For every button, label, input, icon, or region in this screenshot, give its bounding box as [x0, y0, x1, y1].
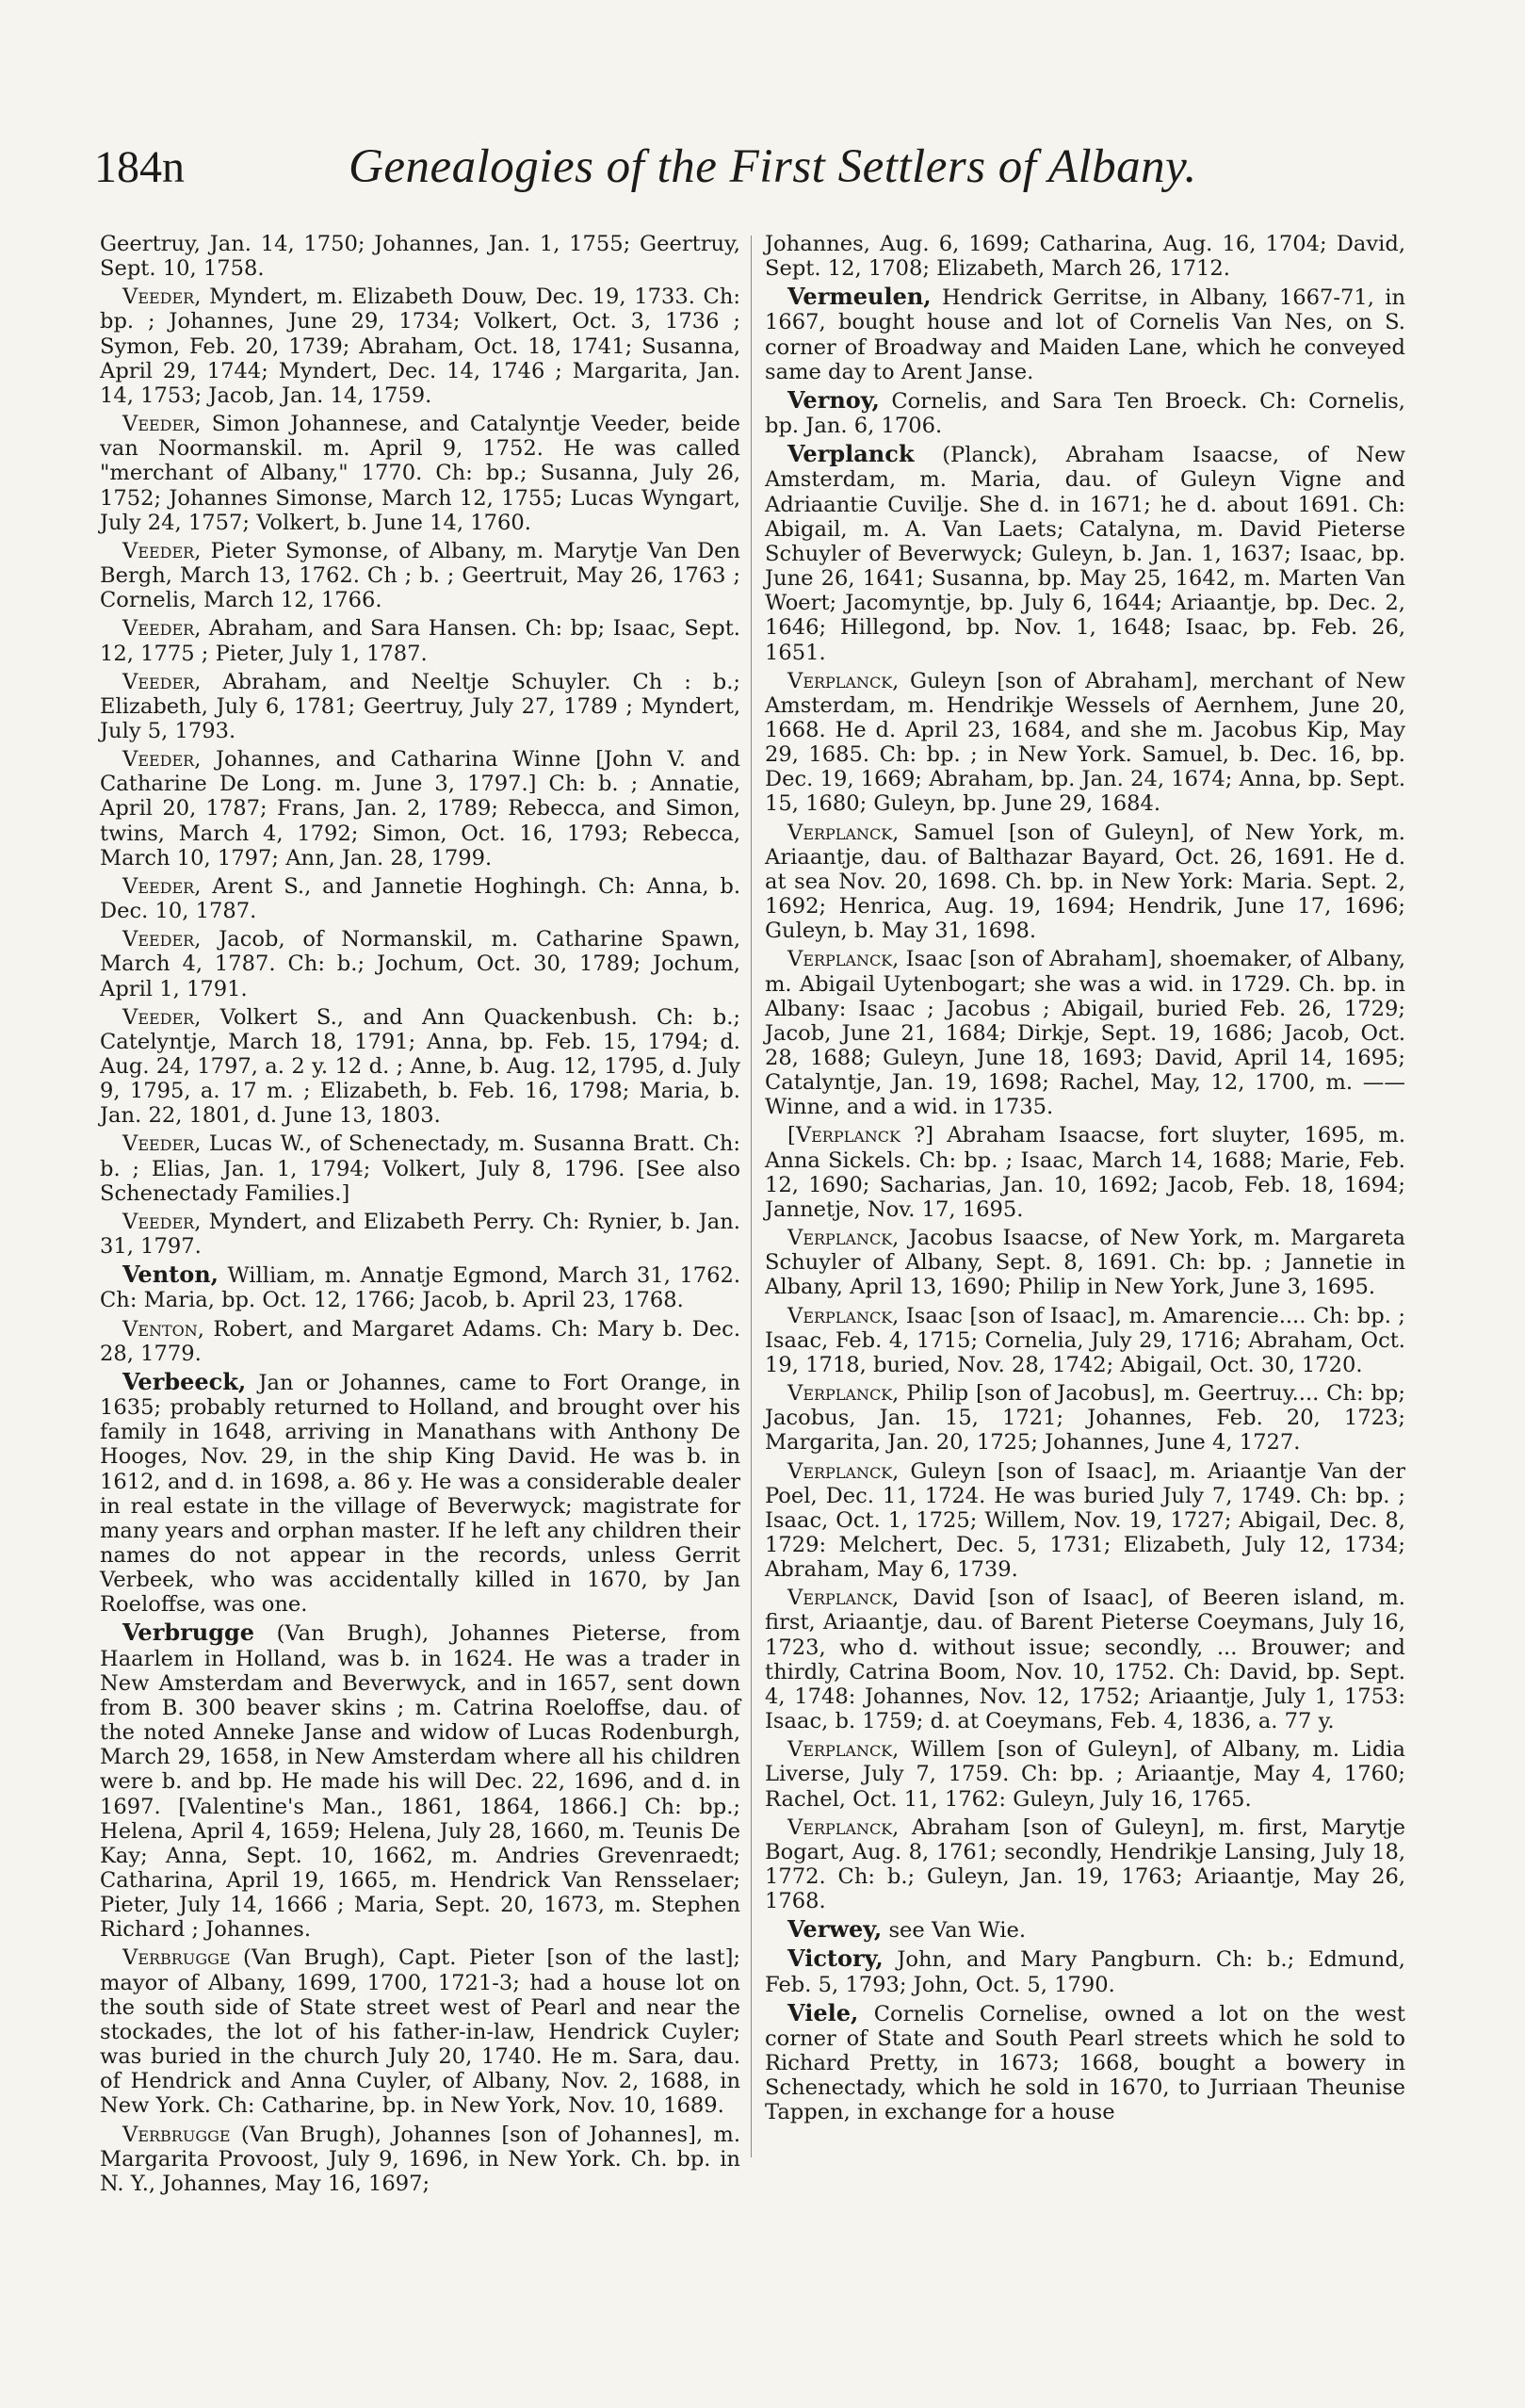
entry-surname: Verplanck,	[787, 1586, 900, 1611]
genealogy-entry	[100, 1131, 740, 1205]
entry-text: Isaac [son of Abraham], shoemaker, of Albany, m. Abigail Uytenbogart; she was a wid. in 1729. Ch. bp. in Albany: Isaac ; Jacobus ; Abigail, buried Feb. 26, 1729; Jacob, June 21, 1684; Dirkje, Sept. 19, 1686; Jacob, Oct. 28, 1688; Guleyn, June 18, 1693; David, April 14, 1695; Catalyntje, Jan. 19, 1698; Rachel, May, 12, 1700, m. —— Winne, and a wid. in 1735.	[765, 947, 1405, 1120]
entry-text: Myndert, m. Elizabeth Douw, Dec. 19, 1733. Ch: bp. ; Johannes, June 29, 1734; Volkert, Oct. 3, 1736 ; Symon, Feb. 20, 1739; Abraham, Oct. 18, 1741; Susanna, April 29, 1744; Myndert, Dec. 14, 1746 ; Margarita, Jan. 14, 1753; Jacob, Jan. 14, 1759.	[100, 285, 740, 408]
genealogy-entry	[765, 1737, 1405, 1811]
entry-text: Robert, and Margaret Adams. Ch: Mary b. Dec. 28, 1779.	[100, 1316, 740, 1366]
entry-surname: Verplanck,	[787, 668, 900, 693]
entry-surname: Verbrugge	[122, 1945, 231, 1971]
entry-text: Jan or Johannes, came to Fort Orange, in 1635; probably returned to Holland, and brought over his family in 1648, arriving in Manathans with Anthony De Hooges, Nov. 29, in the ship King David. He was b. in 1612, and d. in 1698, a. 86 y. He was a considerable dealer in real estate in the village of Beverwyck; magistrate for many years and orphan master. If he left any children their names do not appear in the records, unless Gerrit Verbeek, who was accidentally killed in 1670, by Jan Roeloffse, was one.	[100, 1370, 740, 1618]
column-divider	[751, 236, 752, 2157]
entry-text: Isaac [son of Isaac], m. Amarencie.... Ch: bp. ; Isaac, Feb. 4, 1715; Cornelia, July 29, 1716; Abraham, Oct. 19, 1718, buried, Nov. 28, 1742; Abigail, Oct. 30, 1720.	[765, 1303, 1405, 1377]
entry-text: Cornelis Cornelise, owned a lot on the west corner of State and South Pearl streets which he sold to Richard Pretty, in 1673; 1668, bought a bowery in Schenectady, which he sold in 1670, to Jurriaan Theunise Tappen, in exchange for a house	[765, 2001, 1405, 2125]
genealogy-entry	[765, 821, 1405, 944]
entry-text: Abraham, and Neeltje Schuyler. Ch : b.; Elizabeth, July 6, 1781; Geertruy, July 27, 1789 ; Myndert, July 5, 1793.	[100, 669, 740, 743]
entry-surname: Vermeulen,	[787, 283, 932, 311]
entry-surname: Verplanck,	[787, 1458, 900, 1484]
entry-surname: Verplanck,	[787, 947, 900, 972]
genealogy-entry	[765, 232, 1405, 281]
genealogy-entry	[765, 1946, 1405, 1996]
entry-text: (Van Brugh), Capt. Pieter [son of the last]; mayor of Albany, 1699, 1700, 1721-3; had a house lot on the south side of State street west of Pearl and near the stockades, the lot of his father-in-law, Hendrick Cuyler; was buried in the church July 20, 1740. He m. Sara, dau. of Hendrick and Anna Cuyler, of Albany, Nov. 2, 1688, in New York. Ch: Catharine, bp. in New York, Nov. 10, 1689.	[100, 1945, 740, 2119]
entry-surname: Veeder,	[122, 616, 202, 642]
entry-text: Arent S., and Jannetie Hoghingh. Ch: Anna, b. Dec. 10, 1787.	[100, 873, 740, 924]
entry-text: Guleyn [son of Isaac], m. Ariaantje Van der Poel, Dec. 11, 1724. He was buried July 7, 1749. Ch: bp. ; Isaac, Oct. 1, 1725; Willem, Nov. 19, 1727; Abigail, Dec. 8, 1729: Melchert, Dec. 5, 1731; Elizabeth, July 12, 1734; Abraham, May 6, 1739.	[765, 1458, 1405, 1583]
entry-text: see Van Wie.	[882, 1918, 1027, 1944]
entry-surname: Verbrugge	[122, 2122, 231, 2147]
genealogy-entry	[765, 947, 1405, 1119]
genealogy-entry	[100, 1005, 740, 1129]
entry-text: Geertruy, Jan. 14, 1750; Johannes, Jan. 1, 1755; Geertruy, Sept. 10, 1758.	[100, 232, 740, 282]
entry-text: Abraham [son of Guleyn], m. first, Marytje Bogart, Aug. 8, 1761; secondly, Hendrikje Lansing, July 18, 1772. Ch: b.; Guleyn, Jan. 19, 1763; Ariaantje, May 26, 1768.	[765, 1814, 1405, 1914]
entry-text: Myndert, and Elizabeth Perry. Ch: Rynier, b. Jan. 31, 1797.	[100, 1209, 740, 1260]
genealogy-entry	[100, 1317, 740, 1366]
entry-surname: Verplanck,	[787, 1814, 900, 1840]
genealogy-entry	[765, 1586, 1405, 1733]
entry-surname: Veeder,	[122, 1131, 202, 1157]
entry-text: (Planck), Abraham Isaacse, of New Amsterdam, m. Maria, dau. of Guleyn Vigne and Adriaantie Cuvilje. She d. in 1671; he d. about 1691. Ch: Abigail, m. A. Van Laets; Catalyna, m. David Pieterse Schuyler of Beverwyck; Guleyn, b. Jan. 1, 1637; Isaac, bp. June 26, 1641; Susanna, bp. May 25, 1642, m. Marten Van Woert; Jacomyntje, bp. July 6, 1644; Ariaantje, bp. Dec. 2, 1646; Hillegond, bp. Nov. 1, 1648; Isaac, bp. Feb. 26, 1651.	[765, 443, 1405, 665]
page-number: 184n	[94, 142, 185, 192]
entry-text: (Van Brugh), Johannes [son of Johannes], m. Margarita Provoost, July 9, 1696, in New York. Ch. bp. in N. Y., Johannes, May 16, 1697;	[100, 2122, 740, 2196]
entry-surname: Verwey,	[787, 1915, 883, 1944]
entry-text: Jacob, of Normanskil, m. Catharine Spawn, March 4, 1787. Ch: b.; Jochum, Oct. 30, 1789; Jochum, April 1, 1791.	[100, 927, 740, 1001]
entry-text: Philip [son of Jacobus], m. Geertruy.... Ch: bp; Jacobus, Jan. 15, 1721; Johannes, Feb. 20, 1723; Margarita, Jan. 20, 1725; Johannes, June 4, 1727.	[765, 1381, 1405, 1456]
genealogy-entry	[765, 1304, 1405, 1377]
entry-surname: Venton,	[122, 1261, 219, 1289]
entry-text: Abraham, and Sara Hansen. Ch: bp; Isaac, Sept. 12, 1775 ; Pieter, July 1, 1787.	[100, 616, 740, 666]
genealogy-entry	[765, 1459, 1405, 1583]
entry-text: Samuel [son of Guleyn], of New York, m. Ariaantje, dau. of Balthazar Bayard, Oct. 26, 1691. He d. at sea Nov. 20, 1698. Ch. bp. in New York: Maria. Sept. 2, 1692; Henrica, Aug. 19, 1694; Hendrik, June 17, 1696; Guleyn, b. May 31, 1698.	[765, 820, 1405, 944]
entry-text: Cornelis, and Sara Ten Broeck. Ch: Cornelis, bp. Jan. 6, 1706.	[765, 388, 1405, 439]
entry-text: Jacobus Isaacse, of New York, m. Margareta Schuyler of Albany, Sept. 8, 1691. Ch: bp. ; Jannetie in Albany, April 13, 1690; Philip in New York, June 3, 1695.	[765, 1226, 1405, 1300]
entry-text: John, and Mary Pangburn. Ch: b.; Edmund, Feb. 5, 1793; John, Oct. 5, 1790.	[765, 1947, 1405, 1997]
entry-surname: Veeder,	[122, 669, 202, 694]
genealogy-entry	[765, 442, 1405, 664]
page-header	[94, 132, 1432, 207]
genealogy-entry	[100, 232, 740, 281]
genealogy-entry	[765, 1381, 1405, 1455]
genealogy-entry	[100, 1210, 740, 1259]
entry-surname: Verplanck,	[787, 1381, 900, 1407]
entry-surname: Vernoy,	[787, 385, 880, 414]
genealogy-entry	[100, 1367, 740, 1618]
entry-text: Volkert S., and Ann Quackenbush. Ch: b.; Catelyntje, March 18, 1791; Anna, bp. Feb. 15, 1794; d. Aug. 24, 1797, a. 2 y. 12 d. ; Anne, b. Aug. 12, 1795, d. July 9, 1795, a. 17 m. ; Elizabeth, b. Feb. 16, 1798; Maria, b. Jan. 22, 1801, d. June 13, 1803.	[100, 1004, 740, 1129]
genealogy-entry	[765, 1998, 1405, 2125]
genealogy-entry	[100, 285, 740, 408]
entry-surname: Veeder,	[122, 412, 202, 437]
entry-surname: Verplanck	[787, 440, 915, 468]
entry-text: Guleyn [son of Abraham], merchant of New Amsterdam, m. Hendrikje Wessels of Aernhem, June 20, 1668. He d. April 23, 1684, and she m. Jacobus Kip, May 29, 1685. Ch: bp. ; in New York. Samuel, b. Dec. 16, bp. Dec. 19, 1669; Abraham, bp. Jan. 24, 1674; Anna, bp. Sept. 15, 1680; Guleyn, bp. June 29, 1684.	[765, 668, 1405, 817]
entry-text: William, m. Annatje Egmond, March 31, 1762. Ch: Maria, bp. Oct. 12, 1766; Jacob, b. April 23, 1768.	[100, 1263, 740, 1313]
page-title: Genealogies of the First Settlers of Albany.	[349, 140, 1197, 193]
entry-surname: Veeder,	[122, 538, 202, 563]
entry-surname: Verplanck,	[787, 820, 900, 845]
genealogy-entry	[765, 1123, 1405, 1222]
entry-text: Abraham Isaacse, fort sluyter, 1695, m. Anna Sickels. Ch: bp. ; Isaac, March 14, 1688; Marie, Feb. 12, 1690; Sacharias, Jan. 10, 1692; Jacob, Feb. 18, 1694; Jannetje, Nov. 17, 1695.	[765, 1123, 1406, 1222]
entry-text: Johannes, Aug. 6, 1699; Catharina, Aug. 16, 1704; David, Sept. 12, 1708; Elizabeth, March 26, 1712.	[765, 232, 1405, 282]
entry-surname: Victory,	[787, 1944, 884, 1973]
genealogy-entry	[765, 669, 1405, 817]
genealogy-entry	[100, 1945, 740, 2118]
genealogy-entry	[100, 927, 740, 1001]
entry-text: Hendrick Gerritse, in Albany, 1667-71, in 1667, bought house and lot of Cornelis Van Nes, on S. corner of Broadway and Maiden Lane, which he conveyed same day to Arent Janse.	[765, 285, 1405, 384]
genealogy-entry	[765, 1815, 1405, 1914]
entry-text: Simon Johannese, and Catalyntje Veeder, beide van Noormanskil. m. April 9, 1752. He was called "merchant of Albany," 1770. Ch: bp.; Susanna, July 26, 1752; Johannes Simonse, March 12, 1755; Lucas Wyngart, July 24, 1757; Volkert, b. June 14, 1760.	[100, 412, 740, 535]
entry-surname: Veeder,	[122, 927, 202, 952]
entry-text: Lucas W., of Schenectady, m. Susanna Bratt. Ch: b. ; Elias, Jan. 1, 1794; Volkert, July 8, 1796. [See also Schenectady Families.]	[100, 1131, 740, 1206]
genealogy-entry	[100, 616, 740, 665]
entry-surname: Venton,	[122, 1316, 204, 1342]
genealogy-entry	[100, 539, 740, 612]
entry-surname: [Verplanck ?]	[787, 1123, 934, 1148]
genealogy-entry	[100, 874, 740, 923]
entry-surname: Viele,	[787, 1998, 859, 2026]
entry-surname: Verbeeck,	[122, 1367, 247, 1395]
entry-text: David [son of Isaac], of Beeren island, m. first, Ariaantje, dau. of Barent Pieterse Coeymans, July 16, 1723, who d. without issue; secondly, ... Brouwer; and thirdly, Catrina Boom, Nov. 10, 1752. Ch: David, bp. Sept. 4, 1748: Johannes, Nov. 12, 1752; Ariaantje, July 1, 1753: Isaac, b. 1759; d. at Coeymans, Feb. 4, 1836, a. 77 y.	[765, 1586, 1405, 1734]
entry-text: Pieter Symonse, of Albany, m. Marytje Van Den Bergh, March 13, 1762. Ch ; b. ; Geertruit, May 26, 1763 ; Cornelis, March 12, 1766.	[100, 538, 740, 613]
left-column	[100, 232, 740, 2200]
genealogy-entry	[100, 1262, 740, 1312]
genealogy-entry	[765, 385, 1405, 439]
entry-surname: Veeder,	[122, 1004, 202, 1030]
entry-text: Willem [son of Guleyn], of Albany, m. Lidia Liverse, July 7, 1759. Ch: bp. ; Ariaantje, May 4, 1760; Rachel, Oct. 11, 1762: Guleyn, July 16, 1765.	[765, 1737, 1405, 1812]
entry-surname: Verbrugge	[122, 1619, 255, 1647]
genealogy-entry	[100, 747, 740, 870]
entry-surname: Veeder,	[122, 747, 202, 773]
entry-surname: Verplanck,	[787, 1226, 900, 1251]
genealogy-entry	[765, 285, 1405, 384]
genealogy-entry	[100, 2123, 740, 2196]
right-column	[765, 232, 1405, 2129]
genealogy-entry	[765, 1917, 1405, 1943]
entry-surname: Veeder,	[122, 1209, 202, 1234]
entry-surname: Veeder,	[122, 285, 202, 310]
entry-surname: Verplanck,	[787, 1303, 900, 1328]
entry-text: (Van Brugh), Johannes Pieterse, from Haarlem in Holland, was b. in 1624. He was a trader in New Amsterdam and Beverwyck, and in 1657, sent down from B. 300 beaver skins ; m. Catrina Roeloffse, dau. of the noted Anneke Janse and widow of Lucas Rodenburgh, March 29, 1658, in New Amsterdam where all his children were b. and bp. He made his will Dec. 22, 1696, and d. in 1697. [Valentine's Man., 1861, 1864, 1866.] Ch: bp.; Helena, April 4, 1659; Helena, July 28, 1660, m. Teunis De Kay; Anna, Sept. 10, 1662, m. Andries Grevenraedt; Catharina, April 19, 1665, m. Hendrick Van Rensselaer; Pieter, July 14, 1666 ; Maria, Sept. 20, 1673, m. Stephen Richard ; Johannes.	[100, 1621, 740, 1943]
genealogy-entry	[100, 1620, 740, 1942]
genealogy-entry	[100, 412, 740, 535]
genealogy-entry	[765, 1226, 1405, 1299]
entry-text: Johannes, and Catharina Winne [John V. and Catharine De Long. m. June 3, 1797.] Ch: b. ; Annatie, April 20, 1787; Frans, Jan. 2, 1789; Rebecca, and Simon, twins, March 4, 1792; Simon, Oct. 16, 1793; Rebecca, March 10, 1797; Ann, Jan. 28, 1799.	[100, 747, 740, 870]
entry-surname: Veeder,	[122, 873, 202, 899]
genealogy-entry	[100, 670, 740, 743]
entry-surname: Verplanck,	[787, 1737, 900, 1763]
